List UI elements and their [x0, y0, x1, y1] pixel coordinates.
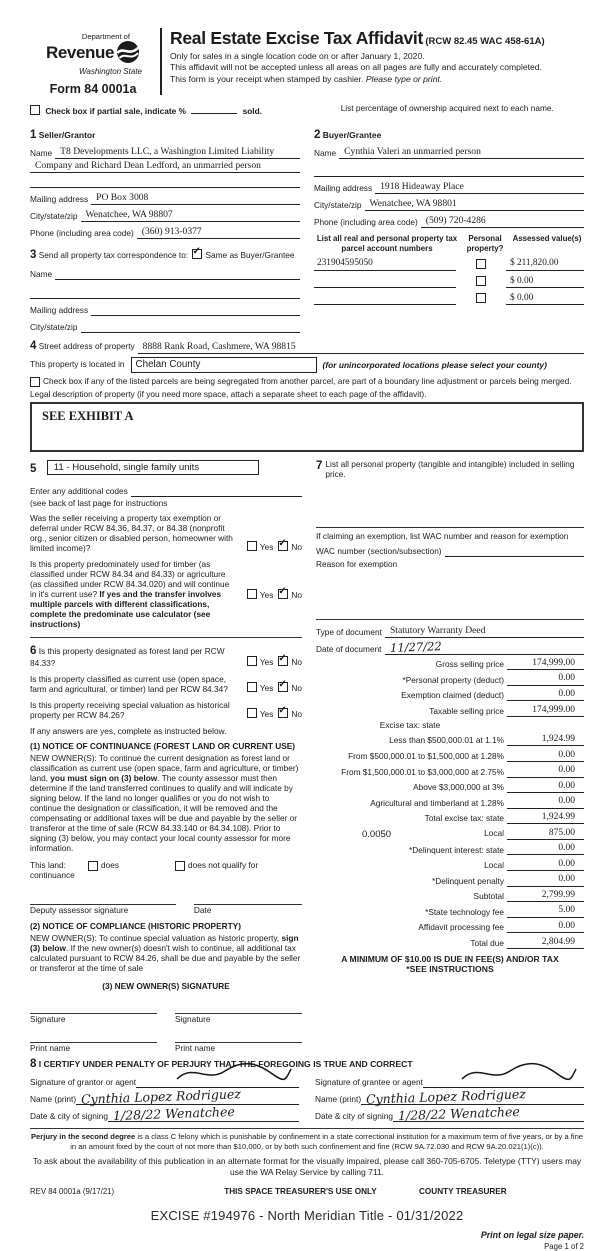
q2-no-checkbox[interactable] — [278, 589, 288, 599]
page-indicator: Page 1 of 2 — [544, 1241, 584, 1251]
tier2-value[interactable]: 0.00 — [507, 750, 584, 762]
new-owner-printname-line-2[interactable] — [175, 1029, 302, 1043]
buyer-csz-label: City/state/zip — [314, 200, 362, 211]
buyer-phone-label: Phone (including area code) — [314, 217, 418, 228]
personal-property-checkbox-3[interactable] — [476, 293, 486, 303]
q4-yes-checkbox[interactable] — [247, 682, 257, 692]
legal-description-label: Legal description of property (if you need more space, attach a separate sheet to each page of the affidavit). — [30, 388, 427, 399]
dor-logo-block — [30, 26, 156, 97]
partial-sale-checkbox[interactable] — [30, 105, 40, 115]
q3-no-checkbox[interactable] — [278, 656, 288, 666]
personal-deduct-label: *Personal property (deduct) — [402, 674, 504, 685]
q1-yes-checkbox[interactable] — [247, 541, 257, 551]
revenue-logo-icon — [116, 40, 140, 67]
form-title: Real Estate Excise Tax Affidavit — [170, 28, 424, 48]
grantor-signature-label: Signature of grantor or agent — [30, 1077, 137, 1088]
minimum-due-note: A MINIMUM OF $10.00 IS DUE IN FEE(S) AND/OR TAX — [341, 953, 559, 964]
grantor-signature-scribble — [173, 1061, 293, 1088]
tier3-label: From $1,500,000.01 to $3,000,000 at 2.75% — [341, 766, 504, 777]
form-subtitle-1: Only for sales in a single location code on or after January 1, 2020. — [170, 50, 425, 61]
print-legal-note: Print on legal size paper. — [480, 1230, 584, 1241]
timber-agriculture-question: Is this property predominately used for timber (as classified under RCW 84.34 and 84.33) or agriculture (as classified under RCW 84.34.020) and will continue in it's current use? If yes and the transfer involves multiple parcels with different classifications, complete the predominate use calculator (see instructions) Yes ✓ No — [30, 560, 302, 630]
personal-deduct-value[interactable]: 0.00 — [507, 673, 584, 685]
new-owner-signature-line-2[interactable] — [175, 1000, 302, 1014]
buyer-name-blank-line[interactable] — [314, 165, 584, 177]
total-state-label: Total excise tax: state — [424, 813, 504, 824]
new-owner-signature-title: (3) NEW OWNER(S) SIGNATURE — [102, 980, 230, 991]
section3-heading: 3 Send all property tax correspondence to: ✓ Same as Buyer/Grantee — [30, 249, 300, 263]
rev-form-id: REV 84 0001a (9/17/21) — [30, 1186, 115, 1196]
seller-mailing-field[interactable]: PO Box 3008 — [91, 193, 300, 205]
doc-date-label: Date of document — [316, 643, 382, 654]
parcel-table-header — [314, 234, 584, 253]
corr-name-blank-line[interactable] — [30, 287, 300, 299]
seller-phone-field[interactable]: (360) 913-0377 — [137, 227, 300, 239]
form-header — [30, 26, 584, 97]
dept-of-label: Department of — [81, 32, 130, 41]
additional-codes-field[interactable] — [131, 485, 302, 497]
excise-stamp: EXCISE #194976 - North Meridian Title - 01/31/2022 — [150, 1208, 464, 1224]
land-use-code-field[interactable]: 11 - Household, single family units — [47, 460, 259, 476]
land-qualify-row: This land: does does not qualify for — [30, 859, 259, 870]
wac-number-field[interactable] — [445, 545, 584, 557]
agri-timber-label: Agricultural and timberland at 1.28% — [370, 797, 504, 808]
delinq-local-value[interactable]: 0.00 — [507, 859, 584, 871]
buyer-name-label: Name — [314, 148, 337, 159]
seller-csz-label: City/state/zip — [30, 211, 78, 222]
tech-fee-value[interactable]: 5.00 — [507, 905, 584, 917]
corr-mailing-label: Mailing address — [30, 305, 89, 316]
delinq-penalty-value[interactable]: 0.00 — [507, 874, 584, 886]
grantee-signature-scribble — [458, 1061, 578, 1088]
county-treasurer-label: COUNTY TREASURER — [419, 1186, 507, 1196]
certify-statement: 8 I CERTIFY UNDER PENALTY OF PERJURY THAT THE FOREGOING IS TRUE AND CORRECT — [30, 1058, 413, 1071]
seller-name-label: Name — [30, 148, 53, 159]
signature-label: Signature — [30, 1013, 66, 1024]
accessibility-notice: To ask about the availability of this publication in an alternate format for the visually impaired, please call 360-705-6705. Teletype (TTY) users may use the WA Relay Service by calling 711. — [32, 1156, 582, 1177]
partial-sale-sold-label: sold. — [242, 105, 262, 116]
header-divider — [160, 28, 162, 95]
does-qualify-checkbox[interactable] — [88, 861, 98, 871]
parcel-row — [314, 276, 584, 288]
exemption-deferral-question: Was the seller receiving a property tax exemption or deferral under RCW 84.36, 84.37, or 84.38 (nonprofit org., senior citizen or disabled person, homeowner with limited income)? Yes ✓ No — [30, 514, 302, 554]
section2-heading: 2 Buyer/Grantee — [314, 128, 382, 141]
notice-compliance-title: (2) NOTICE OF COMPLIANCE (HISTORIC PROPERTY) — [30, 920, 241, 931]
affidavit-fee-value[interactable]: 0.00 — [507, 921, 584, 933]
section1-heading: 1 Seller/Grantor — [30, 128, 96, 141]
q4-no-checkbox[interactable] — [278, 682, 288, 692]
assessor-date-line[interactable] — [194, 891, 302, 905]
corr-csz-label: City/state/zip — [30, 322, 78, 333]
exemption-deduct-label: Exemption claimed (deduct) — [401, 690, 504, 701]
grantee-name-print-label: Name (print) — [315, 1094, 362, 1105]
assessed-value-field[interactable]: $ 0.00 — [506, 276, 584, 288]
parcel-number-field[interactable] — [314, 276, 456, 288]
notice-compliance-body: NEW OWNER(S): To continue special valuation as historic property, sign (3) below. If the new owner(s) doesn't wish to continue, all additional tax calculated pursuant to RCW 84.26, shall be due and payable by the seller or transferor at the time of sale — [30, 932, 301, 973]
tier4-label: Above $3,000,000 at 3% — [413, 782, 504, 793]
corr-name-field[interactable] — [55, 268, 300, 280]
doc-type-field[interactable]: Statutory Warranty Deed — [385, 626, 584, 638]
tier3-value[interactable]: 0.00 — [507, 765, 584, 777]
personal-property-checkbox-2[interactable] — [476, 276, 486, 286]
form-number: Form 84 0001a — [49, 81, 137, 96]
seller-mailing-label: Mailing address — [30, 194, 89, 205]
grantee-date-city-label: Date & city of signing — [315, 1111, 393, 1122]
treasurer-use-label: THIS SPACE TREASURER'S USE ONLY — [224, 1186, 377, 1196]
footer-divider — [30, 1128, 584, 1129]
section5-heading: 5 11 - Household, single family units — [30, 460, 302, 477]
doc-type-label: Type of document — [316, 626, 382, 637]
doc-date-field[interactable]: 11/27/22 — [385, 643, 585, 655]
local-tax-label: Local — [484, 827, 504, 838]
gross-price-label: Gross selling price — [435, 659, 504, 670]
treasurer-row — [30, 1187, 584, 1197]
subtotal-label: Subtotal — [473, 891, 504, 902]
section8 — [30, 1058, 584, 1122]
taxable-price-label: Taxable selling price — [429, 705, 504, 716]
agri-timber-value[interactable]: 0.00 — [507, 796, 584, 808]
seller-name-blank-line[interactable] — [30, 176, 300, 188]
buyer-name-field[interactable]: Cynthia Valeri an unmarried person — [339, 147, 584, 159]
grantee-name-print-field[interactable]: Cynthia Lopez Rodriguez — [361, 1092, 584, 1105]
see-instructions-note: *SEE INSTRUCTIONS — [406, 964, 494, 975]
section-divider — [316, 527, 584, 528]
signature-label: Signature — [175, 1013, 211, 1024]
partial-sale-label: Check box if partial sale, indicate % — [45, 105, 186, 116]
revenue-wordmark: Revenue — [45, 43, 115, 63]
perjury-notice: Perjury in the second degree is a class C felony which is punishable by confinement in a state correctional institution for a maximum term of five years, or by a fine in an amount fixed by the court of not more than $10,000, or by both such confinement and fine (RCW 9A.72.030 and RCW 9A.20.021(1)(c)). — [30, 1132, 584, 1151]
deputy-assessor-label: Deputy assessor signature — [30, 904, 129, 915]
exemption-note: If claiming an exemption, list WAC number and reason for exemption — [316, 530, 569, 541]
buyer-mailing-field[interactable]: 1918 Hideaway Place — [375, 182, 584, 194]
grantee-signature-label: Signature of grantee or agent — [315, 1077, 423, 1088]
parcel-number-field[interactable] — [314, 293, 456, 305]
see-back-note: (see back of last page for instructions — [30, 497, 168, 508]
deputy-assessor-signature-line[interactable] — [30, 891, 176, 905]
notice-continuance-body: NEW OWNER(S): To continue the current designation as forest land or classification as current use (open space, farm and agriculture, or timber) land, you must sign on (3) below. The county assessor must then determine if the land transferred continues to qualify and will indicate by signing below. If the land no longer qualifies or you do not wish to continue the designation or classification, it will be removed and the compensating or additional taxes will be due and payable by the seller or transferor at the time of sale (RCW 84.33.140 or 84.34.108). Prior to signing (3) below, you may contact your local county assessor for more information. — [30, 753, 299, 853]
q2-yes-checkbox[interactable] — [247, 589, 257, 599]
total-due-value[interactable]: 2,804.99 — [507, 937, 584, 949]
affidavit-fee-label: Affidavit processing fee — [418, 922, 504, 933]
if-yes-note: If any answers are yes, complete as instructed below. — [30, 725, 227, 736]
taxable-price-value[interactable]: 174,999.00 — [507, 705, 584, 717]
ownership-note: List percentage of ownership acquired next to each name. — [340, 102, 554, 113]
personal-property-checkbox-1[interactable] — [476, 259, 486, 269]
grantor-date-city-field[interactable]: 1/28/22 Wenatchee — [108, 1109, 299, 1122]
delinq-interest-label: *Delinquent interest: state — [408, 844, 504, 855]
gross-price-value[interactable]: 174,999.00 — [507, 658, 584, 670]
new-owner-signature-line-1[interactable] — [30, 1000, 157, 1014]
exemption-deduct-value[interactable]: 0.00 — [507, 689, 584, 701]
corr-csz-field[interactable] — [81, 321, 301, 333]
personal-property-col-header: Personal property? — [466, 234, 504, 253]
seller-csz-field[interactable]: Wenatchee, WA 98807 — [81, 210, 301, 222]
section4: 4 Street address of property 8888 Rank Road, Cashmere, WA 98815 This property is located in Chelan County (for unincorporated locations please select your county) Check box if any of the listed parcels are being segregated from another parcel, are part of a boundary line adjustment or parcels being merged. Legal description of property (if you need more space, attach a separate sheet to each page of the affidavit). SEE EXHIBIT A — [30, 340, 584, 452]
seller-name-field[interactable]: T8 Developments LLC, a Washington Limited Liability — [55, 147, 300, 159]
county-note: (for unincorporated locations please select your county) — [322, 359, 547, 370]
street-address-field[interactable]: 8888 Rank Road, Cashmere, WA 98815 — [138, 342, 584, 354]
tier4-value[interactable]: 0.00 — [507, 781, 584, 793]
washington-state-label: Washington State — [78, 67, 142, 77]
assessor-date-label: Date — [193, 904, 212, 915]
corr-mailing-field[interactable] — [91, 304, 300, 316]
section-divider — [316, 619, 584, 620]
buyer-phone-field[interactable]: (509) 720-4286 — [421, 216, 584, 228]
delinq-local-label: Local — [484, 860, 504, 871]
grantor-name-print-field[interactable]: Cynthia Lopez Rodriguez — [76, 1092, 299, 1105]
parcel-row — [314, 293, 584, 305]
personal-property-blank-area[interactable] — [316, 480, 584, 520]
segregated-label: Check box if any of the listed parcels are being segregated from another parcel, are part of a boundary line adjustment or parcels being merged. — [43, 375, 572, 386]
continuance-label: continuance — [30, 869, 75, 880]
assessed-value-col-header: Assessed value(s) — [512, 234, 582, 244]
delinq-penalty-label: *Delinquent penalty — [432, 875, 504, 886]
form-rcw-reference: (RCW 82.45 WAC 458-61A) — [425, 36, 545, 47]
street-address-label: Street address of property — [38, 341, 135, 352]
reason-exemption-label: Reason for exemption — [316, 558, 398, 569]
tier1-value[interactable]: 1,924.99 — [507, 734, 584, 746]
tech-fee-label: *State technology fee — [425, 906, 504, 917]
wac-number-label: WAC number (section/subsection) — [316, 545, 442, 556]
new-owner-printname-line-1[interactable] — [30, 1029, 157, 1043]
county-select[interactable]: Chelan County — [131, 357, 317, 373]
located-in-label: This property is located in — [30, 358, 125, 369]
local-tax-value[interactable]: 875.00 — [507, 828, 584, 840]
section-divider — [30, 637, 302, 638]
form-subtitle-2: This affidavit will not be accepted unless all areas on all pages are fully and accurately completed. — [170, 62, 542, 73]
tier2-label: From $500,000.01 to $1,500,000 at 1.28% — [348, 751, 504, 762]
q1-no-checkbox[interactable] — [278, 541, 288, 551]
form-subtitle-3: This form is your receipt when stamped by cashier. Please type or print. — [170, 74, 443, 85]
tier1-label: Less than $500,000.01 at 1.1% — [389, 735, 504, 746]
seller-phone-label: Phone (including area code) — [30, 228, 134, 239]
print-name-label: Print name — [30, 1042, 71, 1053]
delinq-interest-value[interactable]: 0.00 — [507, 843, 584, 855]
parcel-number-field[interactable]: 231904595050 — [314, 258, 456, 270]
reason-exemption-blank-area[interactable] — [316, 570, 584, 612]
subtotal-value[interactable]: 2,799.99 — [507, 890, 584, 902]
does-not-qualify-checkbox[interactable] — [175, 861, 185, 871]
grantor-date-city-label: Date & city of signing — [30, 1111, 108, 1122]
section7-heading: 7 List all personal property (tangible and intangible) included in selling price. — [316, 458, 575, 479]
q5-yes-checkbox[interactable] — [247, 708, 257, 718]
historic-property-question: Is this property receiving special valuation as historical property per RCW 84.26? Yes ✓ No — [30, 701, 302, 721]
assessed-value-field[interactable]: $ 0.00 — [506, 293, 584, 305]
partial-sale-row — [30, 104, 335, 117]
notice-continuance-title: (1) NOTICE OF CONTINUANCE (FOREST LAND OR CURRENT USE) — [30, 741, 296, 752]
total-due-label: Total due — [470, 937, 504, 948]
additional-codes-label: Enter any additional codes — [30, 485, 128, 496]
partial-sale-percent-field[interactable] — [191, 104, 237, 114]
corr-name-label: Name — [30, 269, 53, 280]
local-rate: 0.0050 — [362, 828, 392, 840]
total-state-value[interactable]: 1,924.99 — [507, 812, 584, 824]
buyer-mailing-label: Mailing address — [314, 183, 373, 194]
q3-yes-checkbox[interactable] — [247, 656, 257, 666]
parcel-row — [314, 258, 584, 270]
excise-tax-state-header: Excise tax: state — [379, 719, 441, 730]
current-use-question: Is this property classified as current use (open space, farm and agricultural, or timber) land per RCW 84.34? Yes ✓ No — [30, 675, 302, 695]
q5-no-checkbox[interactable] — [278, 708, 288, 718]
print-name-label: Print name — [175, 1042, 216, 1053]
same-as-buyer-checkbox[interactable] — [192, 249, 202, 259]
assessed-value-field[interactable]: $ 211,820.00 — [506, 258, 584, 270]
buyer-csz-field[interactable]: Wenatchee, WA 98801 — [365, 199, 585, 211]
forest-land-question: 6 Is this property designated as forest land per RCW 84.33? Yes ✓ No — [30, 645, 302, 669]
segregated-checkbox[interactable] — [30, 377, 40, 387]
seller-name-field-line2[interactable]: Company and Richard Dean Ledford, an unmarried person — [30, 161, 300, 173]
legal-description-box[interactable]: SEE EXHIBIT A — [30, 402, 584, 452]
grantor-name-print-label: Name (print) — [30, 1094, 77, 1105]
grantee-date-city-field[interactable]: 1/28/22 Wenatchee — [393, 1109, 584, 1122]
parcel-col-header: List all real and personal property tax parcel account numbers — [316, 234, 458, 253]
